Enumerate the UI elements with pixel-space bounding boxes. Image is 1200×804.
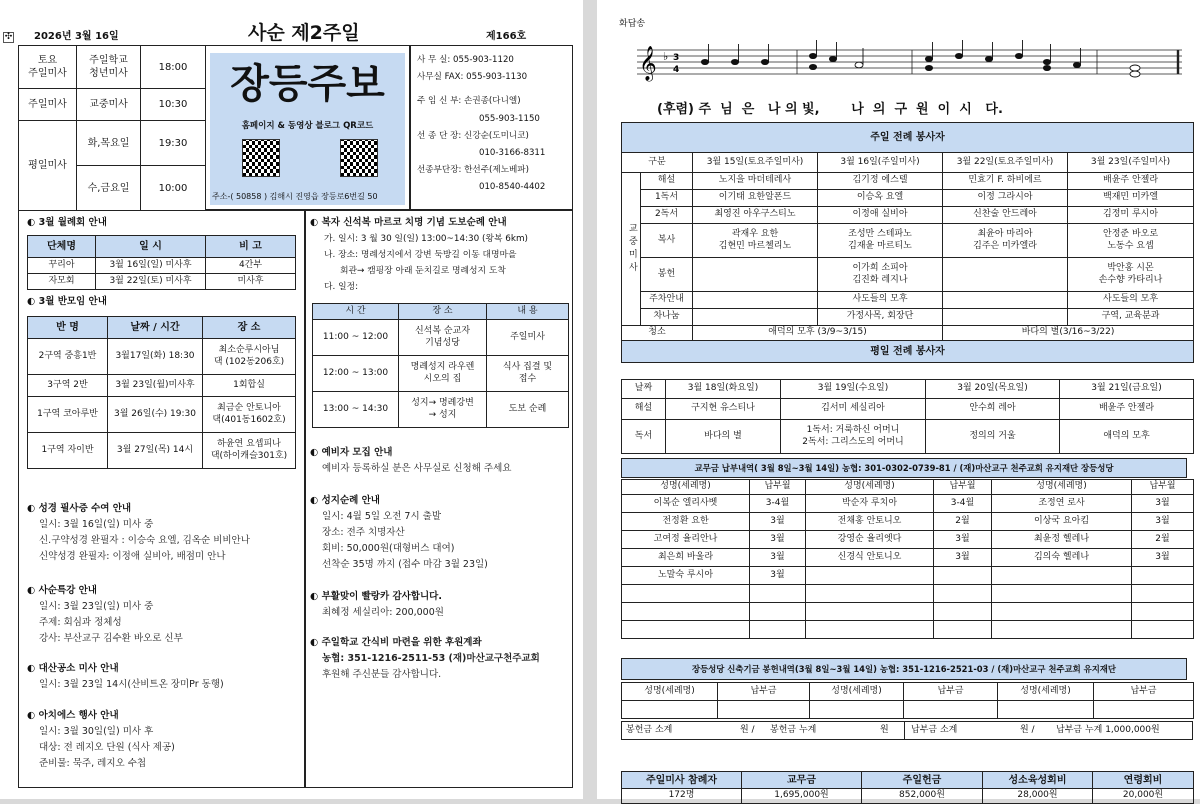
council-head-phone: 010-3166-8311: [479, 148, 546, 159]
treble-clef-icon: 𝄞: [639, 46, 657, 81]
table-row: 교중미사 해설 노지을 마더테레사 김기정 에스텔 민효기 F. 하비에르 배윤주 안젤라: [622, 173, 1194, 190]
masthead-box: [205, 45, 410, 210]
monthly-meeting-table: 단체명 일 시 비 고 꾸리아 3월 16일(일) 미사후 4간부 자모회 3월 22일(토) 미사후 미사후: [27, 235, 296, 290]
table-row: 독서 바다의 별 1독서: 거룩하신 어머니 2독서: 그리스도의 어머니 정의의 거울 애덕의 모후: [622, 420, 1194, 454]
weekday-servers-table: 날짜 3월 18일(화요일) 3월 19일(수요일) 3월 20일(목요일) 3월 21일(금요일) 해설 구지현 유스티나 김서미 세실리아 안수희 레아 배윤주 안젤라 독서 바다의 별 1독서: 거룩하신 어머니 2독서: 그리스도의 어머니 정의의 거울 애덕의 모후: [621, 379, 1194, 454]
council-vice-phone: 010-8540-4402: [479, 182, 546, 193]
time-signature-top: 3: [673, 53, 680, 63]
table-move-handle-icon[interactable]: ✣: [4, 32, 13, 42]
council-head: 선 종 단 장: 신강순(도미니코): [417, 130, 529, 141]
table-row: 봉헌 이가희 소피아 김진화 레지나 박안홍 시몬 손수향 카타리나: [622, 258, 1194, 292]
table-row: 2독서 최영진 아우구스티노 이정애 실비아 신찬술 안드레아 김정미 루시아: [622, 207, 1194, 224]
table-row: 11:00 ~ 12:00 신석복 순교자 기념성당 주일미사: [313, 320, 569, 356]
side-label: 교중미사: [622, 173, 641, 326]
notice-daesan-mass: ◐ 대산공소 미사 안내 일시: 3월 23일 14시(산비트온 장미Pr 동행): [27, 663, 224, 690]
table-row: 최은희 바울라 3월 신경식 안토니오 3월 김의숙 헬레나 3월: [622, 549, 1194, 567]
ban-meeting-table: 반 명 날짜 / 시간 장 소 2구역 중흥1반 3월17일(화) 18:30 최소순루시아님 댁 (102동206호) 3구역 2반 3월 23일(월)미사후 1회합실 1구역 코아루반 3월 26일(수) 19:30 최금순 안토니아 댁(401동1602호) 1구역 자이반 3월 27일(목) 14시 하윤연 요셉피나 댁(하이캐슬301호): [27, 316, 296, 469]
office-phone: 사 무 실: 055-903-1120: [417, 55, 514, 65]
psalm-label: 화답송: [619, 19, 646, 29]
table-row: 이복순 엘리사벳 3-4월 박순자 루치아 3-4월 조정연 로사 3월: [622, 495, 1194, 513]
issue-number: 제166호: [486, 31, 527, 42]
notice-pilgrimage: ◐ 성지순례 안내 일시: 4월 5일 오전 7시 출발 장소: 전주 치명자산 회비: 50,000원(대형버스 대여) 선착순 35명 까지 (접수 마감 3월 23일): [310, 495, 488, 570]
table-row: 주차안내 사도들의 모후 사도들의 모후: [622, 292, 1194, 309]
pilgrimage-schedule-table: 시 간 장 소 내 용 11:00 ~ 12:00 신석복 순교자 기념성당 주일미사 12:00 ~ 13:00 명례성지 라우렌 시오의 집 식사 집결 및 접수 13:00 ~ 14:30 성지→ 명례강변 → 성지 도보 순례: [312, 303, 569, 428]
dues-table: 성명(세례명) 납부월 성명(세례명) 납부월 성명(세례명) 납부월 이복순 엘리사벳 3-4월 박순자 루치아 3-4월 조정연 로사 3월 전정환 요한 3월 전채홍 안토니오 2월 이상국 요아킴 3월 고여정 율리안나 3월 강영순 율리엣다 3월 최윤정 헬레나 2월 최은희 바울라 3월 신경식 안토니오 3월 김의숙 헬레나 3월 노말숙 루시아 3월: [621, 479, 1194, 639]
table-row: 해설 구지현 유스티나 김서미 세실리아 안수희 레아 배윤주 안젤라: [622, 399, 1194, 420]
pilgrimage-walk-notice: ◐ 복자 신석복 마르코 치명 기념 도보순례 안내 가. 일시: 3 월 30 일(일) 13:00~14:30 (왕복 6km) 나. 장소: 명례성지에서 강변 둑방길 이동 대명마을 회관→ 캠핑장 아래 둔치길로 명례성지 도착 다. 일정:: [310, 217, 528, 292]
office-fax: 사무실 FAX: 055-903-1130: [417, 72, 528, 83]
table-row: 차나눔 가정사목, 회장단 구역, 교육분과: [622, 309, 1194, 326]
table-row: 3구역 2반 3월 23일(월)미사후 1회합실: [28, 375, 296, 397]
building-fund-table: 성명(세례명) 납부금 성명(세례명) 납부금 성명(세례명) 납부금: [621, 682, 1194, 719]
left-column-box: [18, 210, 305, 788]
table-row: 1구역 자이반 3월 27일(목) 14시 하윤연 요셉피나 댁(하이캐슬301호): [28, 433, 296, 469]
qr-caption: 홈페이지 & 동영상 블로그 QR코드: [241, 121, 374, 131]
table-row: 1독서 이기태 요한알폰드 이승옥 요엘 이정 그라시아 백재민 미카엘: [622, 190, 1194, 207]
pastor-name: 주 임 신 부: 손권종(다니엘): [417, 96, 521, 107]
psalm-refrain: (후렴) 주 님 은 나 의 빛, 나 의 구 원 이 시 다.: [657, 102, 1003, 117]
notice-sunday-school-account: ◐ 주일학교 간식비 마련을 위한 후원계좌 농협: 351-1216-2511-53 (재)마산교구천주교회 후원해 주신분들 감사합니다.: [310, 637, 540, 680]
table-row: [622, 621, 1194, 639]
bulletin-logo: 장등주보: [210, 53, 405, 115]
right-page: [597, 0, 1200, 799]
video-blog-qr-icon[interactable]: [340, 139, 378, 177]
table-row: 복사 곽재우 요한 김현민 마르첼리노 조성만 스테파노 김재윤 마르티노 최윤아 마리아 김주은 미카엘라 안정준 바오로 노동수 요셉: [622, 224, 1194, 258]
contacts-box: [410, 45, 573, 210]
notice-bible-copy: ◐ 성경 필사증 수여 안내 일시: 3월 16일(일) 미사 중 신.구약성경 완필자 : 이승숙 요엘, 김옥순 비비안나 신약성경 완필자: 이정애 실비아, 배점미 안나: [27, 503, 250, 562]
notice-acies: ◐ 아치에스 행사 안내 일시: 3월 30일(일) 미사 후 대상: 전 레지오 단원 (식사 제공) 준비물: 묵주, 레지오 수첩: [27, 710, 175, 769]
building-fund-title: 장등성당 신축기금 봉헌내역(3월 8일~3월 14일) 농협: 351-1216-2521-03 / (재)마산교구 천주교회 유지재단: [621, 658, 1187, 680]
table-row: 고여정 율리안나 3월 강영순 율리엣다 3월 최윤정 헬레나 2월: [622, 531, 1194, 549]
parish-address: 주소-( 50858 ) 김해시 진영읍 장등로6번길 50: [212, 192, 378, 201]
fund-summary: 봉헌금 소계 원 / 봉헌금 누계 원 납부금 소계 원 / 납부금 누계 1,000,000원: [621, 721, 1193, 740]
flat-icon: ♭: [663, 50, 669, 63]
time-signature-bottom: 4: [673, 65, 680, 75]
table-row: 13:00 ~ 14:30 성지→ 명례강변 → 성지 도보 순례: [313, 392, 569, 428]
notice-catechumen: ◐ 예비자 모집 안내 예비자 등록하실 분은 사무실로 신청해 주세요: [310, 447, 512, 474]
psalm-score: [637, 36, 1182, 92]
table-row: [622, 585, 1194, 603]
mass-times-table: 토요 주일미사 주일학교 청년미사 18:00 주일미사 교중미사 10:30 평일미사 화,목요일 19:30 수,금요일 10:00: [18, 45, 206, 211]
bulletin-date: 2026년 3월 16일: [34, 31, 119, 42]
table-row: 12:00 ~ 13:00 명례성지 라우렌 시오의 집 식사 집결 및 접수: [313, 356, 569, 392]
liturgical-day-title: 사순 제2주일: [248, 22, 360, 44]
table-row: 전정환 요한 3월 전채홍 안토니오 2월 이상국 요아킴 3월: [622, 513, 1194, 531]
table-row: 1구역 코아루반 3월 26일(수) 19:30 최금순 안토니아 댁(401동1602호): [28, 397, 296, 433]
notice-lent-lecture: ◐ 사순특강 안내 일시: 3월 23일(일) 미사 중 주제: 회심과 정체성 강사: 부산교구 김수환 바오로 신부: [27, 585, 183, 644]
sunday-servers-table: 주일 전례 봉사자 구분 3월 15일(토요주일미사) 3월 16일(주일미사) 3월 22일(토요주일미사) 3월 23일(주일미사) 교중미사 해설 노지을 마더테레사 김기정 에스텔 민효기 F. 하비에르 배윤주 안젤라 1독서 이기태 요한알폰드 이승옥 요엘 이정 그라시아 백재민 미카엘 2독서 최영진 아우구스티노 이정애 실비아 신찬술 안드레아 김정미 루시아 복사 곽재우 요한 김현민 마르첼리노 조성만 스테파노 김재윤 마르티노 최윤아 마리아 김주은 미카엘라 안정준 바오로 노동수 요셉 봉헌 이가희 소피아 김진화 레지나 박안홍 시몬 손수향 카타리나 주차안내 사도들의 모후 사도들의 모후 차나눔 가정사목, 회장단 구역, 교육분과 청소 애덕의 모후 (3/9~3/15) 바다의 별(3/16~3/22) 평일 전례 봉사자: [621, 122, 1194, 363]
ban-meeting-title: ◐ 3월 반모임 안내: [27, 296, 107, 307]
score-notes: [701, 40, 1140, 77]
table-row: 노말숙 루시아 3월: [622, 567, 1194, 585]
table-row: 청소 애덕의 모후 (3/9~3/15) 바다의 별(3/16~3/22): [622, 326, 1194, 341]
left-page: [0, 0, 583, 799]
table-row: 2구역 중흥1반 3월17일(화) 18:30 최소순루시아님 댁 (102동206호): [28, 339, 296, 375]
offering-stats-table: 주일미사 참례자 교무금 주일헌금 성소육성회비 연령회비 172명 1,695,000원 852,000원 28,000원 20,000원: [621, 771, 1194, 804]
table-row: [622, 603, 1194, 621]
homepage-qr-icon[interactable]: [242, 139, 280, 177]
notice-palanca: ◐ 부활맞이 빨랑카 감사합니다. 최혜정 세실리아: 200,000원: [310, 591, 444, 618]
pastor-phone: 055-903-1150: [479, 113, 540, 124]
monthly-meeting-title: ◐ 3월 월례회 안내: [27, 217, 107, 228]
right-column-box: [305, 210, 573, 788]
council-vice-head: 선종부단장: 한선주(제노베파): [417, 165, 529, 176]
dues-title: 교무금 납부내역( 3월 8일~3월 14일) 농협: 301-0302-0739-81 / (재)마산교구 천주교회 유지재단 장등성당: [621, 458, 1187, 478]
